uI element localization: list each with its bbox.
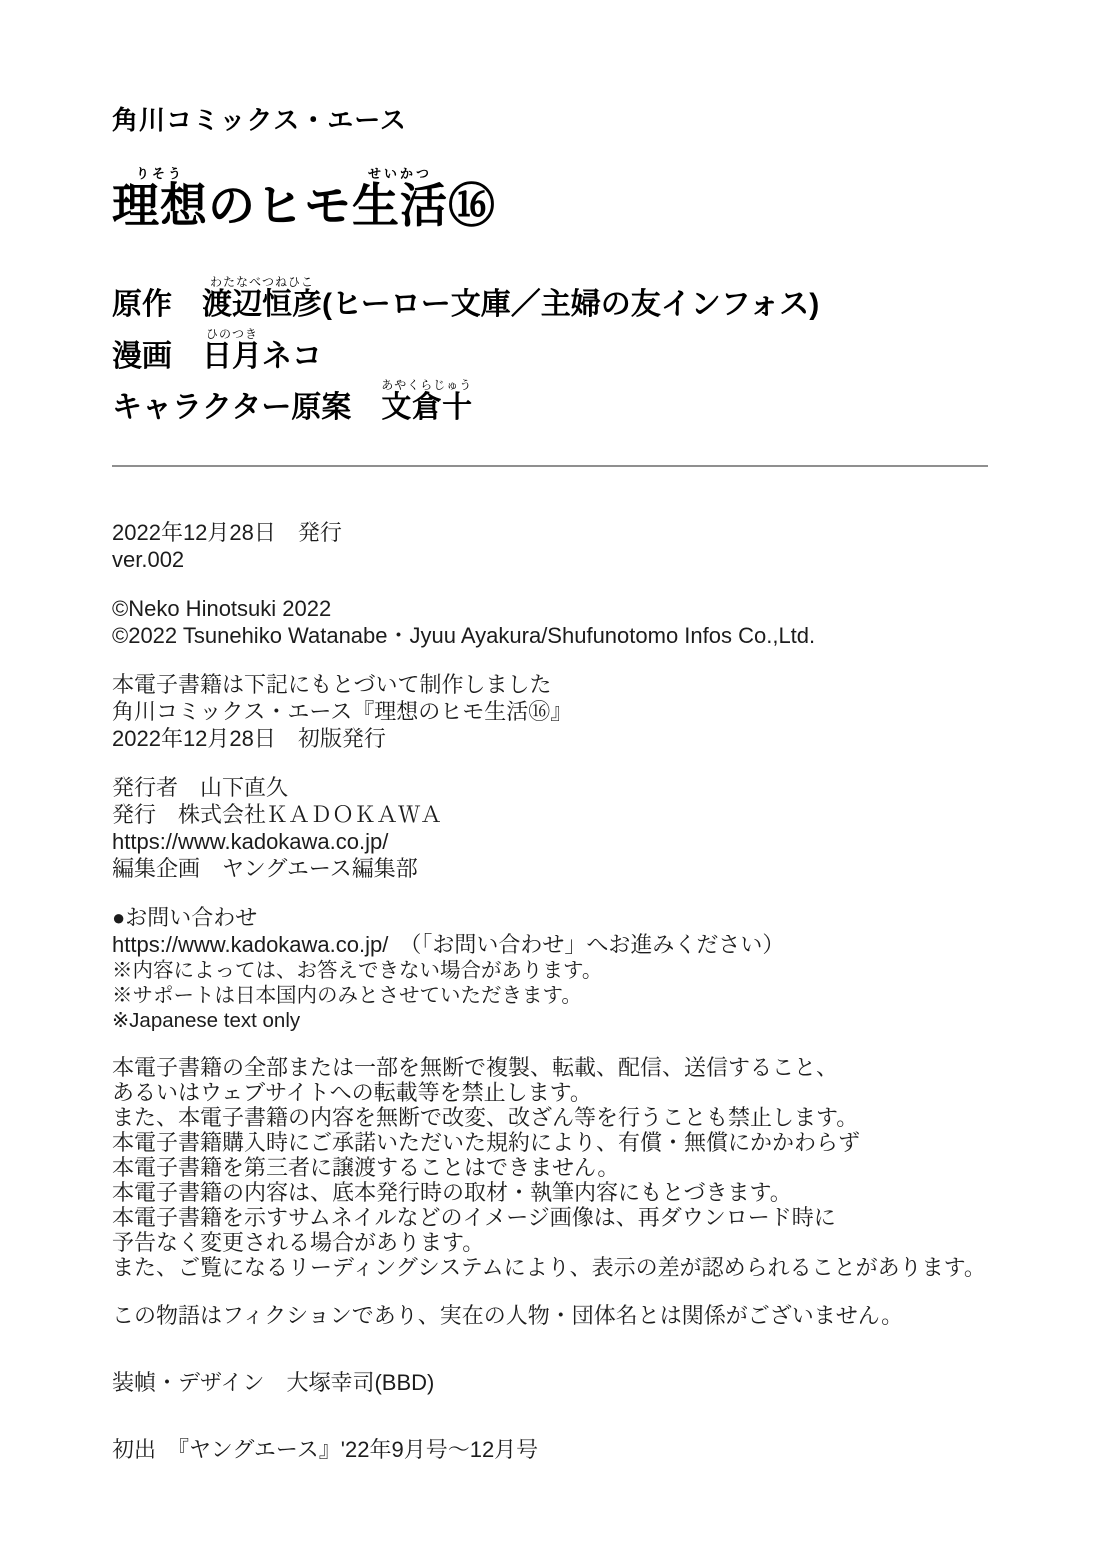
- credit-name-watanabe: [202, 275, 322, 322]
- fiction-disclaimer: この物語はフィクションであり、実在の人物・団体名とは関係がございません。: [112, 1302, 904, 1328]
- title-word-risou-base: 理想: [112, 179, 208, 232]
- contact-note-3: ※Japanese text only: [112, 1008, 301, 1032]
- publisher-company-line: 発行 株式会社ＫＡＤＯＫＡＷＡ: [112, 801, 443, 827]
- credit-name-hinotsuki: [202, 326, 262, 373]
- fiction-disclaimer-block: [112, 1302, 990, 1329]
- colophon-body: [112, 519, 990, 1463]
- legal-line-4: 本電子書籍購入時にご承諾いただいた規約により、有償・無償にかかわらず: [112, 1129, 861, 1155]
- legal-line-3: また、本電子書籍の内容を無断で改変、改ざん等を行うことも禁止します。: [112, 1104, 859, 1130]
- publisher-person-line: 発行者 山下直久: [112, 774, 289, 800]
- credit-row-original-author: [112, 275, 990, 322]
- credit-name-ayakura-base: 文倉十: [381, 391, 473, 425]
- credit-row-manga-artist: [112, 327, 990, 374]
- design-credit-block: [112, 1369, 990, 1396]
- copyright-line-author: ©2022 Tsunehiko Watanabe・Jyuu Ayakura/Shufunotomo Infos Co.,Ltd.: [112, 622, 816, 648]
- source-edition-date: 2022年12月28日 初版発行: [112, 725, 386, 751]
- section-divider: [112, 465, 988, 467]
- credit-affiliation-text: (ヒーロー文庫／主婦の友インフォス): [322, 288, 820, 322]
- legal-line-6: 本電子書籍の内容は、底本発行時の取材・執筆内容にもとづきます。: [112, 1179, 792, 1205]
- contact-note-2: ※サポートは日本国内のみとさせていただきます。: [112, 983, 582, 1007]
- editing-department-line: 編集企画 ヤングエース編集部: [112, 855, 418, 881]
- title-word-risou: [112, 166, 208, 232]
- first-appearance-block: [112, 1436, 990, 1463]
- credit-row-character-design: [112, 378, 990, 425]
- legal-line-8: 予告なく変更される場合があります。: [112, 1229, 485, 1255]
- contact-note-1: ※内容によっては、お答えできない場合があります。: [112, 958, 603, 982]
- credit-label-manga: 漫画: [112, 339, 172, 373]
- copyright-line-artist: ©Neko Hinotsuki 2022: [112, 595, 332, 621]
- contact-heading: ●お問い合わせ: [112, 904, 258, 930]
- credit-label-character-design: キャラクター原案: [112, 391, 352, 425]
- first-appearance: 初出 『ヤングエース』'22年9月号～12月号: [112, 1436, 539, 1462]
- legal-line-7: 本電子書籍を示すサムネイルなどのイメージ画像は、再ダウンロード時に: [112, 1204, 836, 1230]
- legal-line-9: また、ご覧になるリーディングシステムにより、表示の差が認められることがあります。: [112, 1254, 986, 1280]
- copyright-block: [112, 595, 990, 649]
- title-word-seikatsu: [352, 166, 448, 232]
- credits-section: [112, 275, 990, 425]
- credit-name-hinotsuki-base: 日月: [202, 339, 262, 373]
- legal-notice-block: [112, 1055, 990, 1280]
- credit-name-watanabe-furigana: わたなべつねひこ: [202, 275, 322, 290]
- imprint-label: 角川コミックス・エース: [112, 105, 407, 135]
- contact-url-line: https://www.kadokawa.co.jp/ （「お問い合わせ」へお進みください）: [112, 931, 785, 957]
- legal-line-2: あるいはウェブサイトへの転載等を禁止します。: [112, 1079, 592, 1105]
- design-credit: 装幀・デザイン 大塚幸司(BBD): [112, 1369, 435, 1395]
- publication-date-line: 2022年12月28日 発行: [112, 519, 342, 545]
- title-word-seikatsu-furigana: せいかつ: [352, 166, 448, 181]
- credit-name-watanabe-base: 渡辺恒彦: [202, 288, 322, 322]
- publication-info-block: [112, 519, 990, 573]
- credit-name-hinotsuki-rest: ネコ: [262, 339, 322, 373]
- contact-block: [112, 904, 990, 1033]
- title-word-risou-furigana: りそう: [112, 166, 208, 181]
- version-line: ver.002: [112, 546, 185, 572]
- legal-line-1: 本電子書籍の全部または一部を無断で複製、転載、配信、送信すること、: [112, 1054, 839, 1080]
- credit-name-ayakura: [381, 378, 473, 425]
- credit-label-original: 原作: [112, 288, 172, 322]
- title-middle-text: のヒモ: [208, 179, 352, 232]
- source-edition-block: [112, 671, 990, 752]
- book-title: [112, 166, 990, 233]
- legal-line-5: 本電子書籍を第三者に譲渡することはできません。: [112, 1154, 620, 1180]
- publisher-block: [112, 774, 990, 882]
- source-edition-intro: 本電子書籍は下記にもとづいて制作しました: [112, 671, 552, 697]
- source-edition-title: 角川コミックス・エース『理想のヒモ生活⑯』: [112, 698, 573, 724]
- credit-name-ayakura-furigana: あやくらじゅう: [381, 378, 473, 393]
- publisher-url: https://www.kadokawa.co.jp/: [112, 828, 389, 854]
- credit-name-hinotsuki-furigana: ひのつき: [202, 326, 262, 341]
- volume-number-badge: ⑯: [448, 179, 496, 232]
- title-word-seikatsu-base: 生活: [352, 179, 448, 232]
